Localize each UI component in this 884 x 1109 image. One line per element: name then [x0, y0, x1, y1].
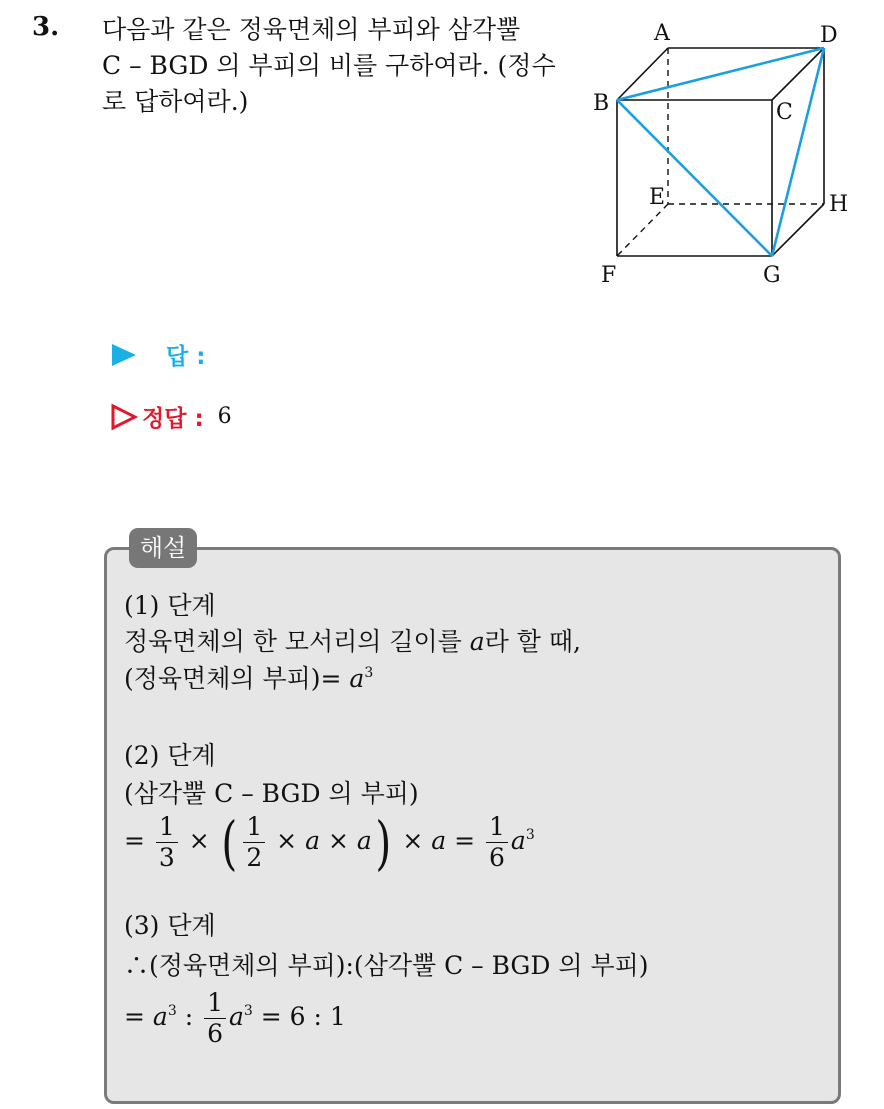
- step3-equation: = $a^3$ : $\frac{1}{6}$ $a^3 = 6$ : 1: [124, 988, 346, 1048]
- outline-triangle-icon: [110, 403, 138, 431]
- solution-tab: 해설: [129, 528, 197, 568]
- vertex-label-g: G: [763, 263, 781, 288]
- vertex-label-f: F: [601, 263, 617, 288]
- cube-diagram: [590, 18, 865, 290]
- edge-ab: [617, 48, 668, 100]
- step2-line1: (삼각뿔 C – BGD 의 부피): [124, 779, 419, 808]
- question-number: 3.: [32, 12, 60, 42]
- segment-dg: [772, 48, 824, 256]
- vertex-label-d: D: [820, 23, 838, 48]
- correct-answer-row: [110, 400, 232, 433]
- question-line-1: 다음과 같은 정육면체의 부피와 삼각뿔: [102, 15, 521, 44]
- question-line-3: 로 답하여라.): [102, 87, 249, 116]
- play-triangle-icon: [110, 342, 138, 368]
- fraction-one-sixth: $\frac{1}{6}$: [486, 812, 508, 873]
- step2-equation: = $\frac{1}{3}$ × ( $\frac{1}{2}$ × a × a) × a = $\frac{1}{6}$ $a^3$: [124, 808, 535, 877]
- segment-bg: [617, 100, 772, 256]
- question-line-2: C – BGD 의 부피의 비를 구하여라. (정수: [102, 51, 556, 80]
- step1-line1: 정육면체의 한 모서리의 길이를 a라 할 때,: [124, 627, 581, 656]
- step1-title: (1) 단계: [124, 591, 216, 620]
- vertex-label-a: A: [654, 21, 670, 46]
- answer-prompt-row: [110, 338, 205, 371]
- fraction-one-sixth-2: $\frac{1}{6}$: [204, 988, 226, 1049]
- correct-answer-value: 6: [217, 404, 232, 429]
- fraction-one-third: $\frac{1}{3}$: [156, 812, 178, 873]
- edge-ef: [617, 204, 668, 256]
- vertex-label-h: H: [829, 192, 849, 217]
- step3-title: (3) 단계: [124, 911, 216, 940]
- correct-answer-label: 정답 :: [142, 406, 204, 432]
- fraction-one-half: $\frac{1}{2}$: [243, 812, 265, 873]
- cube-figure: [590, 18, 865, 290]
- segment-bd: [617, 48, 824, 100]
- step1-line2: (정육면체의 부피)= $a^3$: [124, 664, 374, 693]
- vertex-label-e: E: [649, 185, 666, 210]
- vertex-label-c: C: [776, 100, 793, 125]
- step3-line1: ∴(정육면체의 부피):(삼각뿔 C – BGD 의 부피): [124, 951, 649, 980]
- step2-title: (2) 단계: [124, 741, 216, 770]
- answer-prompt-label: 답 :: [166, 344, 206, 370]
- vertex-label-b: B: [593, 91, 610, 116]
- question-text: [102, 12, 572, 120]
